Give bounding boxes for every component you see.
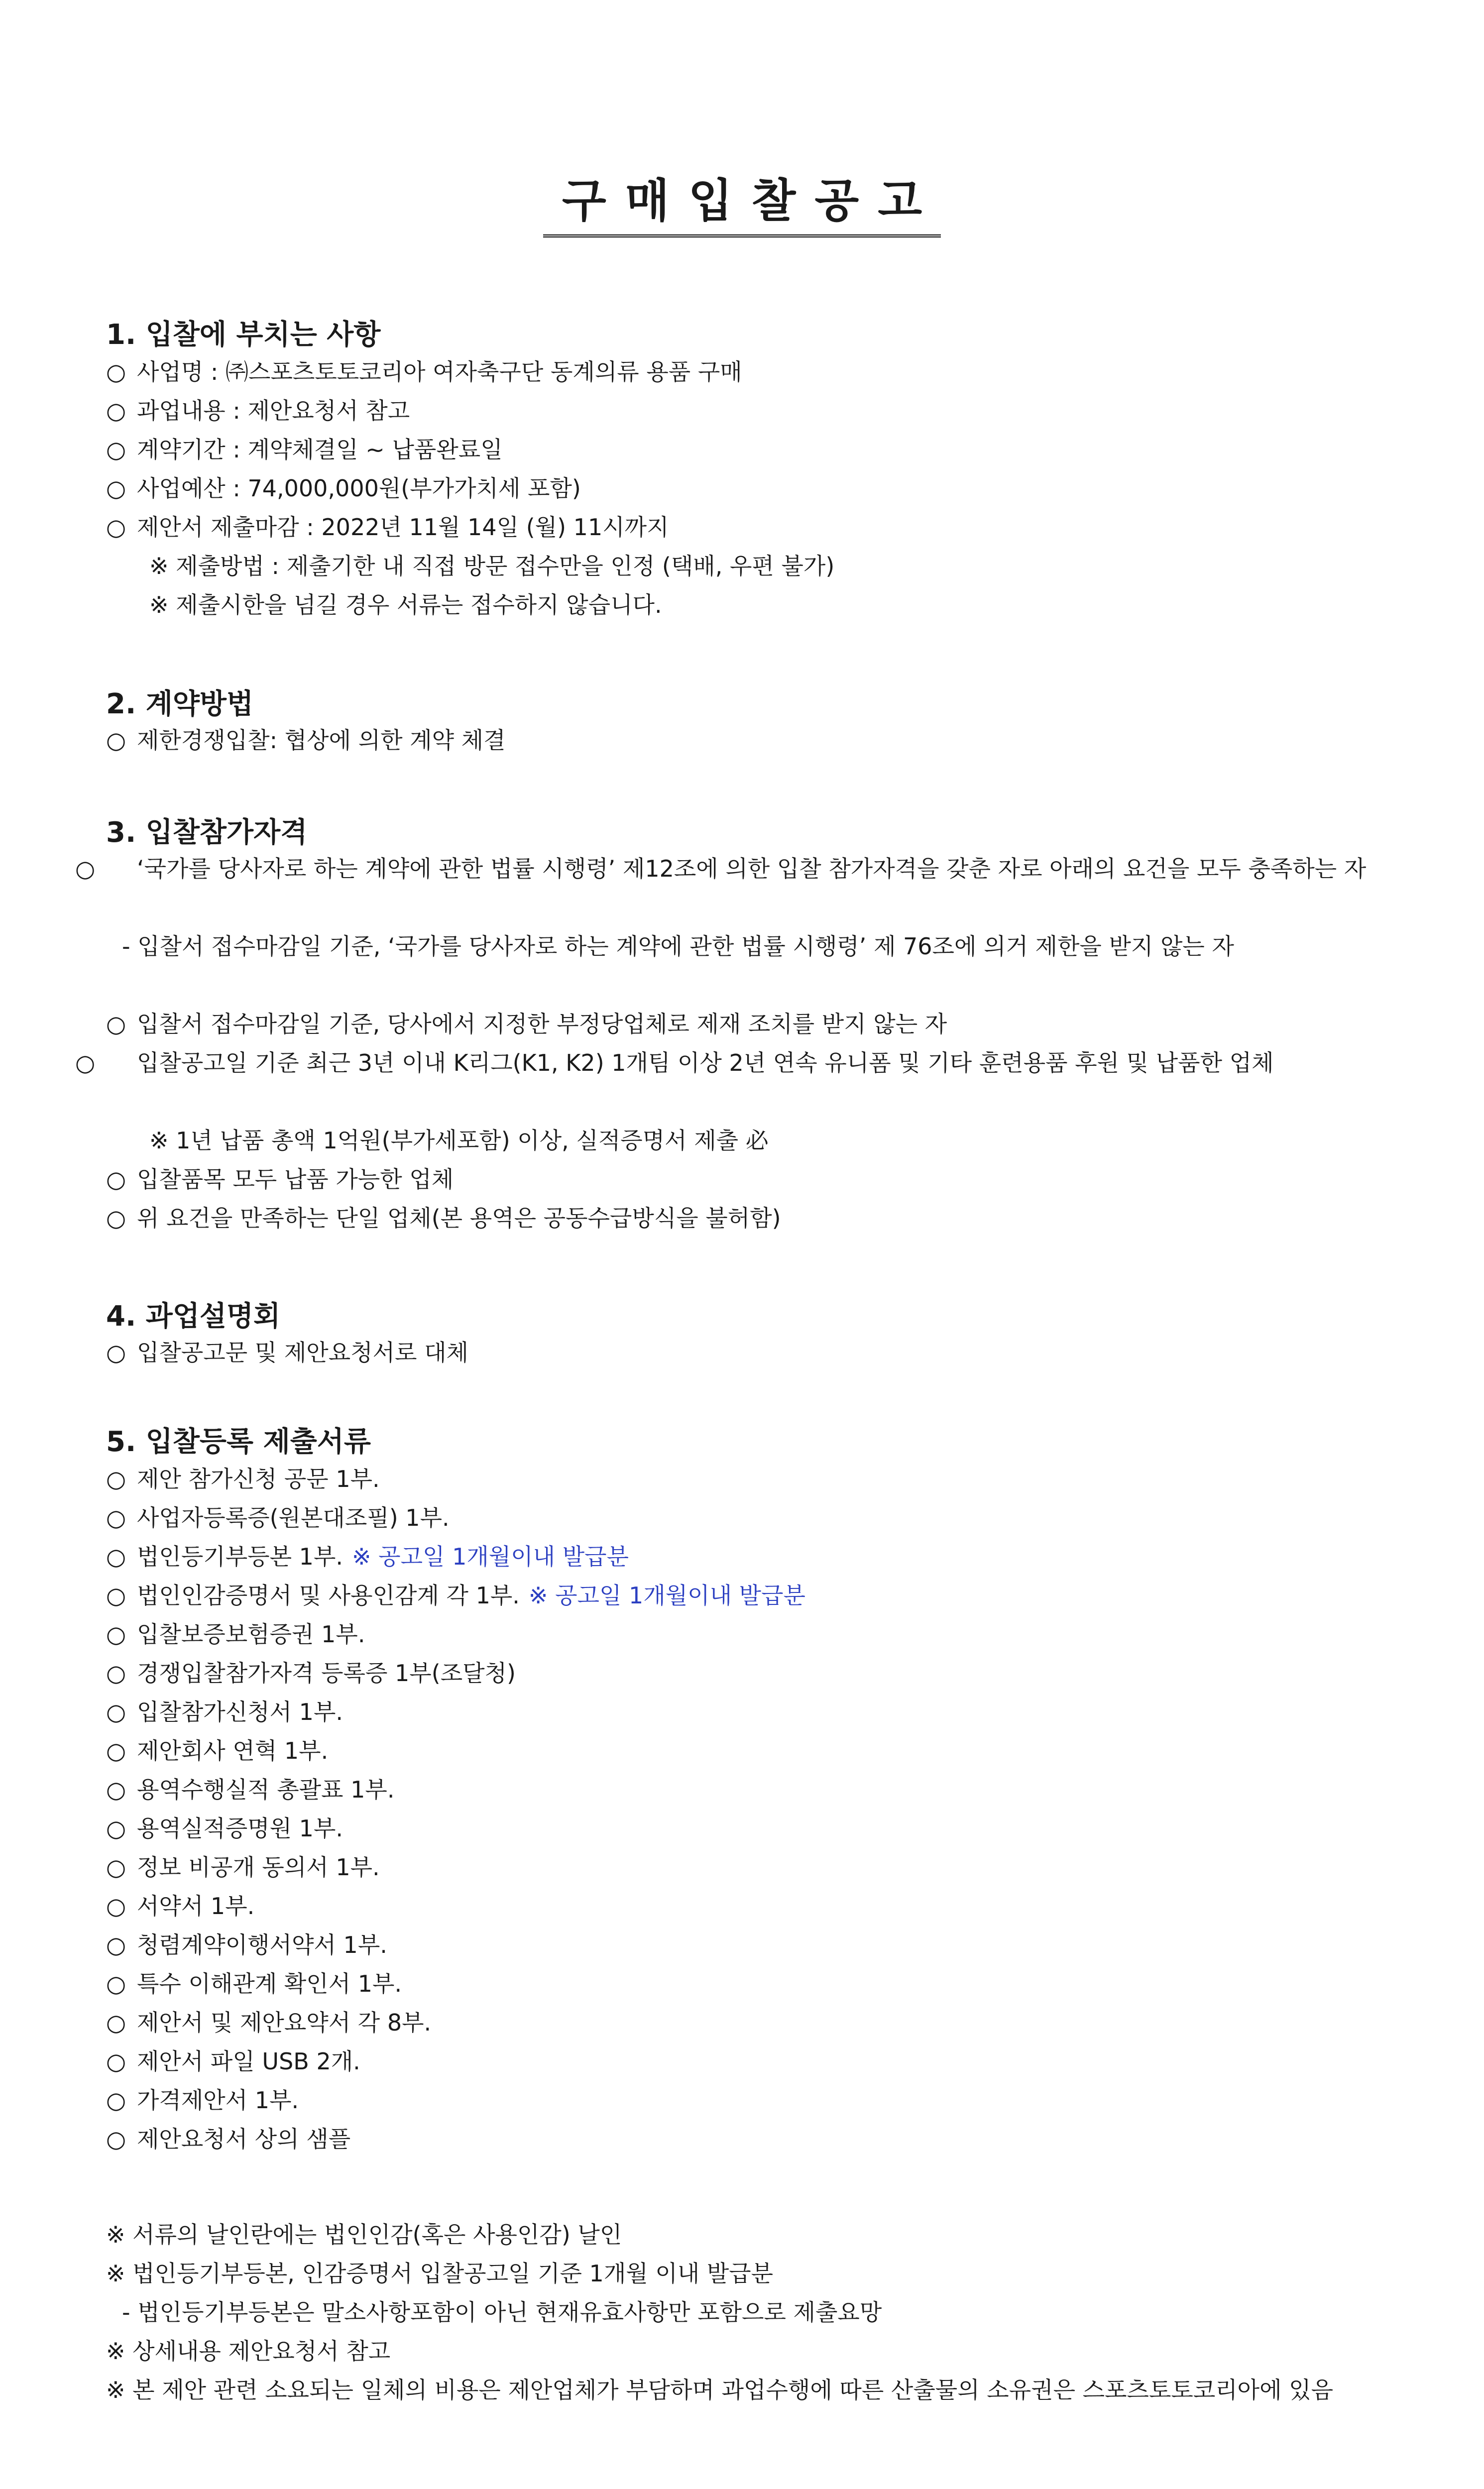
list-item-text: 입찰보증보험증권 1부. — [137, 1621, 365, 1648]
bullet: ○ — [106, 2087, 126, 2114]
s5-note: ※ 상세내용 제안요청서 참고 — [106, 2338, 391, 2365]
bullet: ○ — [106, 2009, 126, 2036]
list-item — [106, 1693, 1390, 1731]
bullet: ○ — [106, 2048, 126, 2075]
list-item — [106, 2120, 1390, 2158]
issuance-note: ※ 공고일 1개월이내 발급분 — [528, 1582, 805, 1609]
list-item-text: 용역실적증명원 1부. — [137, 1815, 343, 1842]
s3-note: ※ 1년 납품 총액 1억원(부가세포함) 이상, 실적증명서 제출 必 — [149, 1127, 769, 1154]
section-4-title: 4. 과업설명회 — [106, 1300, 281, 1333]
bullet: ○ — [106, 1854, 126, 1881]
s3-item: ○ ‘국가를 당사자로 하는 계약에 관한 법률 시행령’ 제12조에 의한 입찰 참가자격을 갖춘 자로 아래의 요건을 모두 충족하는 자 — [75, 855, 1367, 882]
list-item-text: 사업자등록증(원본대조필) 1부. — [137, 1504, 450, 1531]
page-title: 구매입찰공고 — [0, 164, 1484, 230]
s5-note: - 법인등기부등본은 말소사항포함이 아닌 현재유효사항만 포함으로 제출요망 — [122, 2299, 882, 2326]
s1-item: ○ 계약기간 : 계약체결일 ~ 납품완료일 — [106, 436, 503, 463]
bullet: ○ — [106, 1543, 126, 1570]
list-item — [106, 1460, 1390, 1498]
list-item — [106, 1964, 1390, 2003]
list-item — [106, 1925, 1390, 1964]
bullet: ○ — [106, 1582, 126, 1609]
list-item — [106, 2081, 1390, 2120]
s2-item: ○ 제한경쟁입찰: 협상에 의한 계약 체결 — [106, 727, 506, 754]
s1-item: ○ 사업예산 : 74,000,000원(부가가치세 포함) — [106, 475, 581, 502]
s3-sub: - 입찰서 접수마감일 기준, ‘국가를 당사자로 하는 계약에 관한 법률 시행령’ 제 76조에 의거 제한을 받지 않는 자 — [122, 933, 1234, 960]
list-item — [106, 2003, 1390, 2042]
list-item-text: 용역수행실적 총괄표 1부. — [137, 1776, 395, 1803]
bullet: ○ — [106, 1466, 126, 1492]
bullet: ○ — [106, 2126, 126, 2152]
list-item-text: 법인인감증명서 및 사용인감계 각 1부. — [137, 1582, 520, 1609]
list-item-text: 제안서 및 제안요약서 각 8부. — [137, 2009, 432, 2036]
bullet: ○ — [106, 1931, 126, 1958]
s1-note: ※ 제출방법 : 제출기한 내 직접 방문 접수만을 인정 (택배, 우편 불가) — [149, 553, 835, 579]
list-item — [106, 1615, 1390, 1654]
list-item-text: 제안 참가신청 공문 1부. — [137, 1466, 380, 1492]
s1-note: ※ 제출시한을 넘길 경우 서류는 접수하지 않습니다. — [149, 591, 662, 618]
s1-item: ○ 제안서 제출마감 : 2022년 11월 14일 (월) 11시까지 — [106, 514, 669, 541]
s5-note: ※ 본 제안 관련 소요되는 일체의 비용은 제안업체가 부담하며 과업수행에 따른 산출물의 소유권은 스포츠토토코리아에 있음 — [106, 2376, 1334, 2403]
list-item-text: 청렴계약이행서약서 1부. — [137, 1931, 387, 1958]
list-item-text: 특수 이해관계 확인서 1부. — [137, 1970, 402, 1997]
list-item — [106, 1848, 1390, 1887]
section-2-title: 2. 계약방법 — [106, 688, 254, 720]
s3-item: ○ 입찰공고일 기준 최근 3년 이내 K리그(K1, K2) 1개팀 이상 2년 연속 유니폼 및 기타 훈련용품 후원 및 납품한 업체 — [75, 1049, 1274, 1076]
list-item — [106, 1731, 1390, 1770]
list-item-text: 제안서 파일 USB 2개. — [137, 2048, 360, 2075]
list-item-text: 가격제안서 1부. — [137, 2087, 299, 2114]
list-item — [106, 1654, 1390, 1693]
bullet: ○ — [106, 1970, 126, 1997]
list-item — [106, 1576, 1390, 1615]
list-item — [106, 2042, 1390, 2081]
bullet: ○ — [106, 1737, 126, 1764]
s3-item: ○ 위 요건을 만족하는 단일 업체(본 용역은 공동수급방식을 불허함) — [106, 1205, 781, 1232]
s1-item: ○ 과업내용 : 제안요청서 참고 — [106, 397, 410, 424]
list-item-text: 입찰참가신청서 1부. — [137, 1698, 343, 1725]
s1-item: ○ 사업명 : ㈜스포츠토토코리아 여자축구단 동계의류 용품 구매 — [106, 358, 742, 385]
bullet: ○ — [106, 1815, 126, 1842]
list-item-text: 정보 비공개 동의서 1부. — [137, 1854, 380, 1881]
list-item-text: 제안회사 연혁 1부. — [137, 1737, 329, 1764]
list-item — [106, 1537, 1390, 1576]
list-item — [106, 1498, 1390, 1537]
s5-note: ※ 법인등기부등본, 인감증명서 입찰공고일 기준 1개월 이내 발급분 — [106, 2260, 774, 2287]
list-item — [106, 1809, 1390, 1848]
bullet: ○ — [106, 1660, 126, 1687]
section-5-title: 5. 입찰등록 제출서류 — [106, 1426, 371, 1458]
section-1-title: 1. 입찰에 부치는 사항 — [106, 319, 381, 351]
list-item-text: 제안요청서 상의 샘플 — [137, 2126, 351, 2152]
s3-item: ○ 입찰품목 모두 납품 가능한 업체 — [106, 1166, 454, 1193]
bullet: ○ — [106, 1776, 126, 1803]
bullet: ○ — [106, 1504, 126, 1531]
list-item-text: 법인등기부등본 1부. — [137, 1543, 343, 1570]
list-item — [106, 1770, 1390, 1809]
section-3-title: 3. 입찰참가자격 — [106, 816, 308, 849]
s4-item: ○ 입찰공고문 및 제안요청서로 대체 — [106, 1339, 468, 1366]
list-item-text: 서약서 1부. — [137, 1893, 255, 1920]
bullet: ○ — [106, 1621, 126, 1648]
list-item — [106, 1887, 1390, 1925]
s5-note: ※ 서류의 날인란에는 법인인감(혹은 사용인감) 날인 — [106, 2221, 622, 2248]
s3-item: ○ 입찰서 접수마감일 기준, 당사에서 지정한 부정당업체로 제재 조치를 받지 않는 자 — [106, 1011, 947, 1037]
issuance-note: ※ 공고일 1개월이내 발급분 — [352, 1543, 629, 1570]
list-item-text: 경쟁입찰참가자격 등록증 1부(조달청) — [137, 1660, 516, 1687]
bullet: ○ — [106, 1698, 126, 1725]
bullet: ○ — [106, 1893, 126, 1920]
